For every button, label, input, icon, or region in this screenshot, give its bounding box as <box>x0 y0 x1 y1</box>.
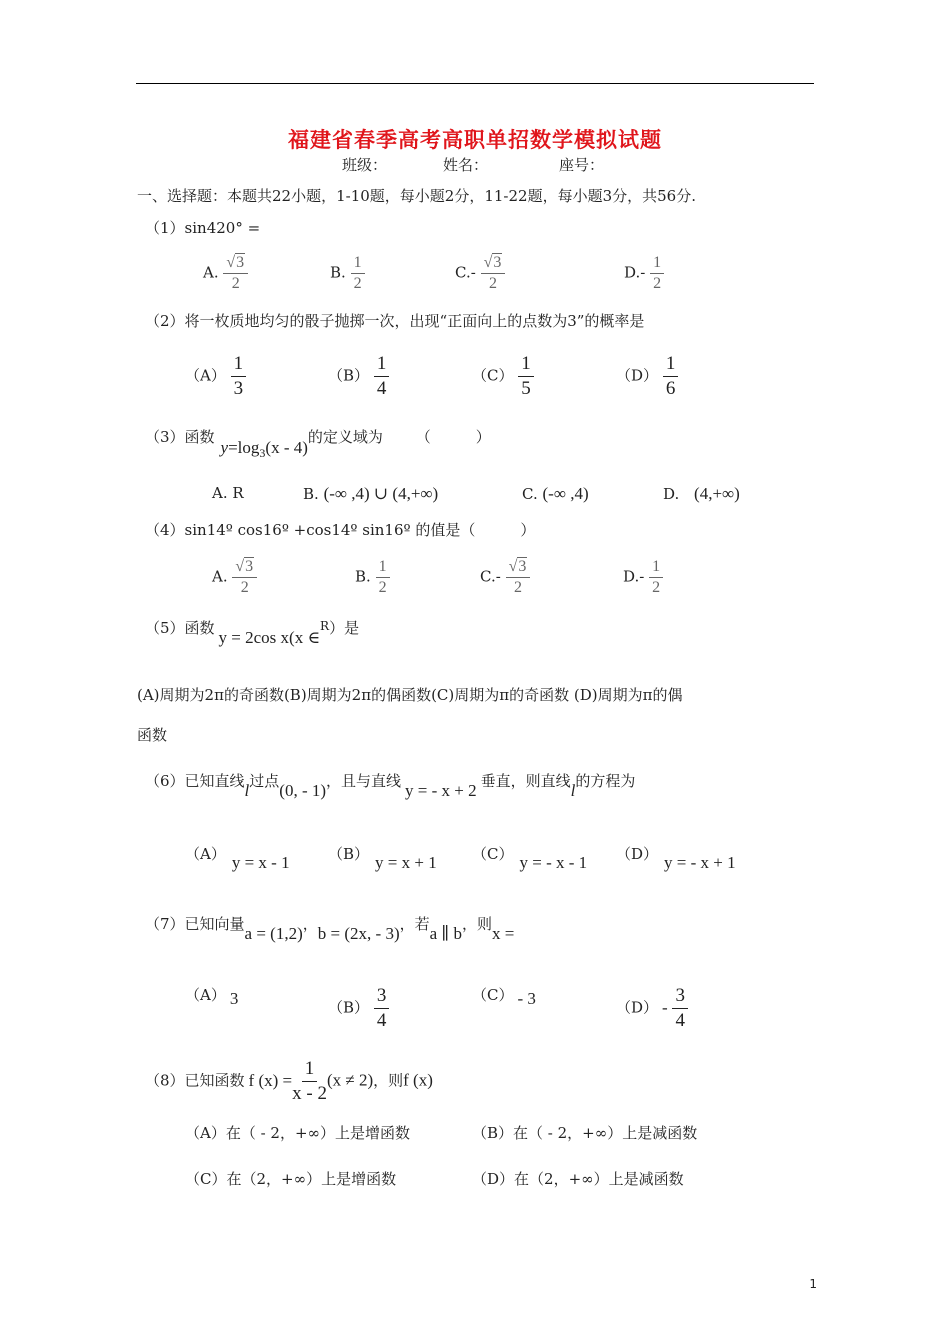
section-heading: 一、选择题：本题共22小题，1-10题，每小题2分，11-22题，每小题3分，共56分. <box>137 187 696 205</box>
q5-stem: （5）函数 y = 2cos x(x ∈$^R$）是 <box>145 619 360 647</box>
q1-option-d: D.- $\frac{1}{2}$ <box>624 253 664 294</box>
q2-option-d: （D） $\frac{1}{6}$ <box>616 352 678 401</box>
q4-option-a: A. $\frac{√3}{2}$ <box>212 557 257 598</box>
q1-option-c: C.- $\frac{√3}{2}$ <box>455 253 505 294</box>
q4-stem: （4）sin14º cos16º +cos14º sin16º 的值是（ ） <box>145 521 536 539</box>
q7-stem: （7）已知向量a = (1,2)，b = (2x, - 3)，若a ∥ b，则x = <box>145 915 515 943</box>
q3-option-a: A. R <box>212 484 244 502</box>
q8-stem: （8）已知函数 f (x) = $\frac{1}{x - 2}$ (x ≠ 2)，则f (x) <box>145 1058 433 1104</box>
q6-option-d: （D） y = - x + 1 <box>616 845 736 872</box>
q8-option-b: （B）在（ - 2，+∞）上是减函数 <box>472 1124 698 1142</box>
q1-option-b: B. $\frac{1}{2}$ <box>330 253 365 294</box>
q2-option-b: （B） $\frac{1}{4}$ <box>328 352 389 401</box>
q4-option-d: D.- $\frac{1}{2}$ <box>623 557 663 598</box>
q3-option-d: D. (4,+∞) <box>663 484 740 503</box>
q3-option-c: C. (-∞ ,4) <box>522 484 589 503</box>
q4-option-b: B. $\frac{1}{2}$ <box>355 557 390 598</box>
q1-stem: （1）sin420° = <box>145 219 261 237</box>
q8-option-a: （A）在（ - 2，+∞）上是增函数 <box>185 1124 411 1142</box>
header-rule <box>136 83 814 84</box>
q6-option-a: （A） y = x - 1 <box>185 845 290 872</box>
class-label: 班级： <box>342 156 388 174</box>
q5-options-cont: 函数 <box>137 726 168 744</box>
q4-option-c: C.- $\frac{√3}{2}$ <box>480 557 530 598</box>
name-label: 姓名： <box>443 156 489 174</box>
q1-option-a: A. $\frac{√3}{2}$ <box>203 253 248 294</box>
q5-options: (A)周期为2π的奇函数(B)周期为2π的偶函数(C)周期为π的奇函数 (D)周期为π的偶 <box>137 686 683 704</box>
q6-option-b: （B） y = x + 1 <box>328 845 437 872</box>
page-number: 1 <box>809 1277 817 1291</box>
q6-stem: （6）已知直线l过点(0, - 1)，且与直线 y = - x + 2 垂直，则直线l的方程为 <box>145 772 636 800</box>
q7-option-d: （D） - $\frac{3}{4}$ <box>616 984 688 1033</box>
seat-label: 座号： <box>559 156 605 174</box>
q6-option-c: （C） y = - x - 1 <box>472 845 588 872</box>
q3-option-b: B. (-∞ ,4) ∪ (4,+∞) <box>303 484 439 503</box>
q2-option-c: （C） $\frac{1}{5}$ <box>472 352 534 401</box>
q8-option-c: （C）在（2，+∞）上是增函数 <box>185 1170 397 1188</box>
q7-option-c: （C） - 3 <box>472 986 536 1008</box>
q2-option-a: （A） $\frac{1}{3}$ <box>185 352 246 401</box>
page-title: 福建省春季高考高职单招数学模拟试题 <box>288 127 662 152</box>
q7-option-b: （B） $\frac{3}{4}$ <box>328 984 389 1033</box>
q8-option-d: （D）在（2，+∞）上是减函数 <box>472 1170 684 1188</box>
q3-stem: （3）函数$y=\log_3(x - 4)$的定义域为 （ ） <box>145 428 491 460</box>
q7-option-a: （A） 3 <box>185 986 239 1008</box>
q2-stem: （2）将一枚质地均匀的骰子抛掷一次，出现“正面向上的点数为3”的概率是 <box>145 312 645 330</box>
